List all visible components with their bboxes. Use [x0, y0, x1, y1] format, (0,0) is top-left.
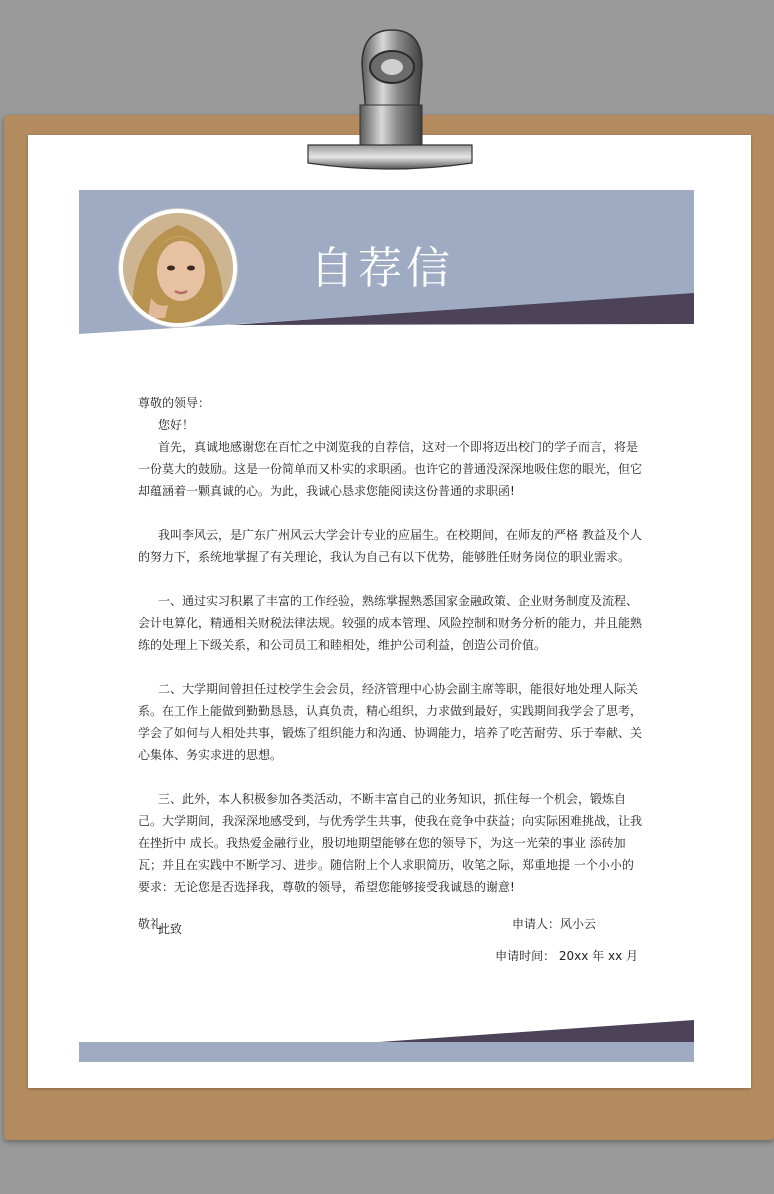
footer-band	[79, 1020, 694, 1062]
paragraph-self-intro: 我叫李风云，是广东广州风云大学会计专业的应届生。在校期间，在师友的严格 教益及个人的努力下，系统地掌握了有关理论，我认为自己有以下优势，能够胜任财务岗位的职业需求。	[138, 528, 642, 564]
letter-body	[138, 392, 643, 940]
application-date: 申请时间： 20xx 年 xx 月	[495, 949, 638, 963]
avatar	[119, 209, 237, 327]
signature-row	[138, 913, 638, 935]
closing-text: 此致	[158, 922, 183, 936]
paragraph-point-3: 三、此外，本人积极参加各类活动，不断丰富自己的业务知识，抓住每一个机会，锻炼自己。大学期间，我深深地感受到，与优秀学生共事，使我在竞争中获益；向实际困难挑战，让我在挫折中 成长。我热爱金融行业，殷切地期望能够在您的领导下，为这一光荣的事业 添砖加瓦；并且在实践中不断学习、进步。随信附上个人求职简历，收笔之际，郑重地提 一个小小的要求：无论您是否选择我，尊敬的领导，希望您能够接受我诚恳的谢意!	[138, 792, 643, 894]
page-title: 自荐信	[310, 243, 454, 294]
applicant-name: 申请人：风小云	[511, 917, 596, 931]
binder-clip-icon	[300, 25, 480, 175]
paragraph-point-1: 一、通过实习积累了丰富的工作经验，熟练掌握熟悉国家金融政策、企业财务制度及流程、会计电算化，精通相关财税法律法规。较强的成本管理、风险控制和财务分析的能力，并且能熟练的处理上下级关系，和公司员工和睦相处，维护公司利益，创造公司价值。	[138, 594, 643, 652]
salutation: 尊敬的领导：	[138, 396, 211, 410]
greeting: 您好！	[158, 418, 195, 432]
paragraph-point-2: 二、大学期间曾担任过校学生会会员，经济管理中心协会副主席等职，能很好地处理人际关系。在工作上能做到勤勤恳恳，认真负责，精心组织，力求做到最好，实践期间我学会了思考，学会了如何与人相处共事，锻炼了组织能力和沟通、协调能力，培养了吃苦耐劳、乐于奉献、关心集体、务实求进的思想。	[138, 682, 643, 762]
paragraph-intro: 首先，真诚地感谢您在百忙之中浏览我的自荐信，这对一个即将迈出校门的学子而言，将是一份莫大的鼓励。这是一份简单而又朴实的求职函。也许它的普通没深深地吸住您的眼光，但它却蕴涵着一颗真诚的心。为此，我诚心恳求您能阅读这份普通的求职函!	[138, 440, 643, 498]
regards-text: 敬礼	[138, 917, 163, 931]
